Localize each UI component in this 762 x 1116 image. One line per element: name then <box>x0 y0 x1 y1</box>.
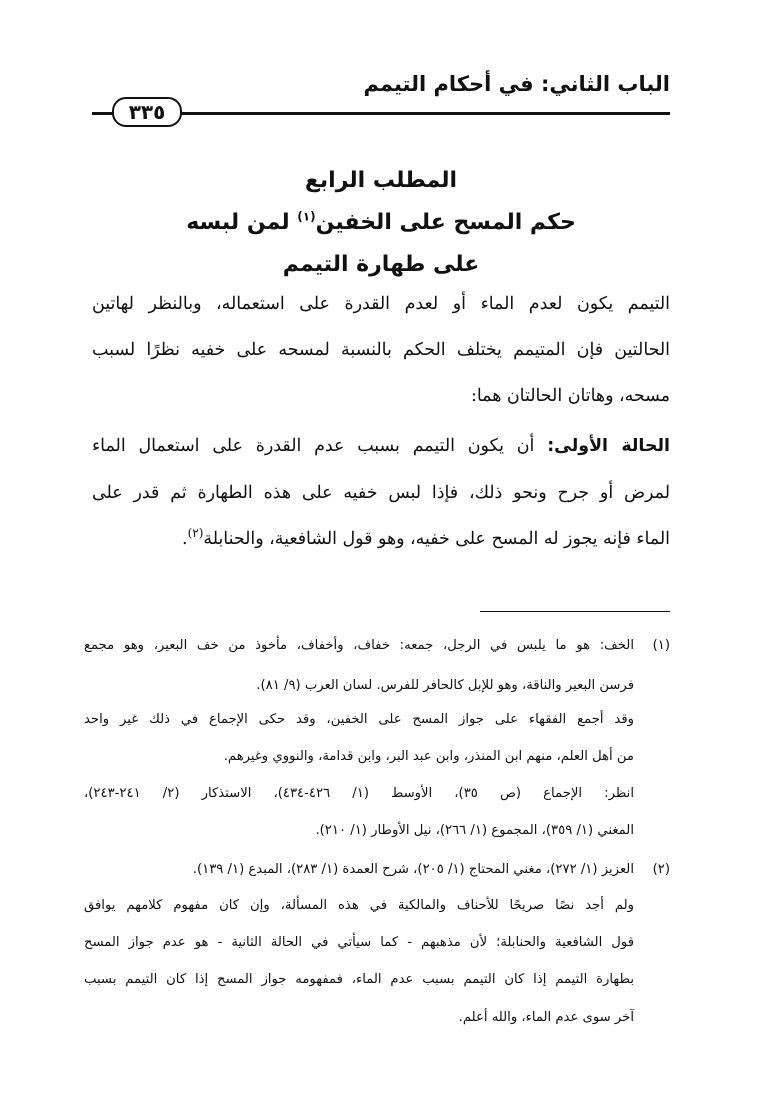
section-title-3: على طهارة التيمم <box>282 252 480 277</box>
footnote-ref-2[interactable]: (٢) <box>187 526 204 541</box>
footnote-1-line-5: انظر: الإجماع (ص ٣٥)، الأوسط (١/ ٤٢٦-٤٣٤)، الاستذكار (٢/ ٢٤١-٢٤٣)، <box>84 786 635 801</box>
footnote-number-1: (١) <box>652 638 670 653</box>
body-line-6 <box>92 526 670 549</box>
page-number: ٣٣٥ <box>112 97 182 127</box>
footnote-2-line-1: العزيز (١/ ٢٧٢)، مغني المحتاج (١/ ٢٠٥)، شرح العمدة (١/ ٢٨٣)، المبدع (١/ ١٣٩). <box>192 862 634 877</box>
body-line-1: التيمم يكون لعدم الماء أو لعدم القدرة على استعماله، وبالنظر لهاتين <box>92 294 670 314</box>
footnote-2-line-3: قول الشافعية والحنابلة؛ لأن مذهبهم - كما سيأتي في الحالة الثانية - هو عدم جواز المسح <box>84 935 634 950</box>
footnote-2-line-5: آخر سوى عدم الماء، والله أعلم. <box>458 1010 634 1025</box>
footnote-1-line-2: فرسن البعير والناقة، وهو للإبل كالحافر للفرس. لسان العرب (٩/ ٨١). <box>256 678 634 693</box>
footnote-1-line-6: المغني (١/ ٣٥٩)، المجموع (١/ ٢٦٦)، نيل الأوطار (١/ ٢١٠). <box>315 823 634 838</box>
case-one-label: الحالة الأولى: <box>547 436 670 456</box>
body-line-3: مسحه، وهاتان الحالتان هما: <box>470 386 670 406</box>
footnote-separator <box>480 611 670 612</box>
footnote-ref-1[interactable]: (١) <box>297 209 316 224</box>
body-line-2: الحالتين فإن المتيمم يختلف الحكم بالنسبة لمسحه على خفيه نظرًا لسبب <box>92 340 670 360</box>
footnote-1-line-4: من أهل العلم، منهم ابن المنذر، وابن عبد البر، وابن قدامة، والنووي وغيرهم. <box>223 749 634 764</box>
running-header-title: الباب الثاني: في أحكام التيمم <box>363 72 670 96</box>
section-heading <box>92 160 670 286</box>
footnote-1-line-1: الخف: هو ما يلبس في الرجل، جمعه: خفاف، وأخفاف، مأخوذ من خف البعير، وهو مجمع <box>84 638 634 653</box>
section-title-1: المطلب الرابع <box>304 168 458 193</box>
body-line-4-rest: أن يكون التيمم بسبب عدم القدرة على استعمال الماء <box>92 436 548 456</box>
body-line-6-text: الماء فإنه يجوز له المسح على خفيه، وهو قول الشافعية، والحنابلة <box>203 529 670 549</box>
section-title-2-end: لمن لبسه <box>186 210 298 235</box>
section-title-2 <box>92 202 670 244</box>
footnote-2-line-2: ولم أجد نصًا صريحًا للأحناف والمالكية في هذه المسألة، وإن كان مفهوم كلامهم يوافق <box>84 898 634 913</box>
footnote-2-line-4: بطهارة التيمم إذا كان التيمم بسبب عدم الماء، فمفهومه جواز المسح إذا كان التيمم بسبب <box>84 972 634 987</box>
footnote-1-line-3: وقد أجمع الفقهاء على جواز المسح على الخفين، وقد حكى الإجماع في ذلك غير واحد <box>84 712 634 727</box>
footnote-number-2: (٢) <box>652 862 670 877</box>
section-title-2-text: حكم المسح على الخفين <box>315 210 576 235</box>
body-line-5: لمرض أو جرح ونحو ذلك، فإذا لبس خفيه على هذه الطهارة ثم قدر على <box>92 483 670 503</box>
body-line-4 <box>92 436 670 456</box>
body-line-6-end: . <box>182 529 188 549</box>
